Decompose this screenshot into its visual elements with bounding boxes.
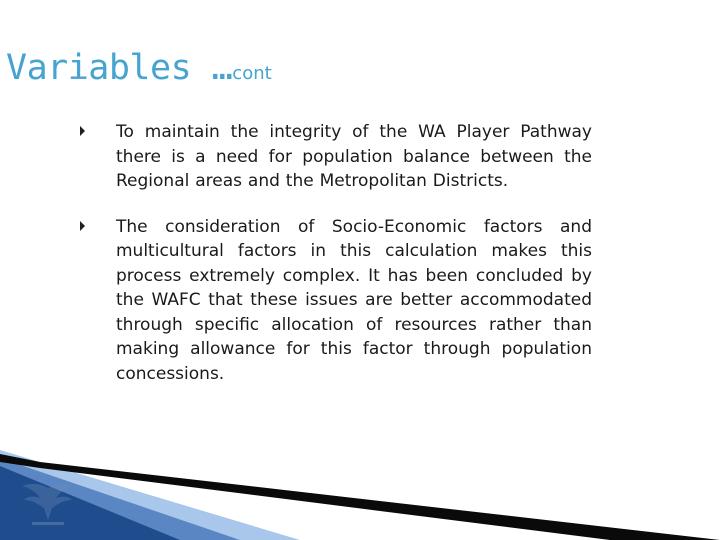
- slide-title-main: Variables …: [6, 48, 233, 88]
- bullet-text: To maintain the integrity of the WA Player Pathway there is a need for population balance between the Regional areas and the Metropolitan Districts.: [116, 122, 592, 191]
- eagle-logo-icon: [18, 478, 78, 530]
- slide-title-suffix: cont: [232, 63, 272, 84]
- bullet-text: The consideration of Socio-Economic factors and multicultural factors in this calculation makes this process extremely complex. It has been concluded by the WAFC that these issues are better accommodated through specific allocation of resources rather than making allowance for this factor through population concessions.: [116, 216, 592, 384]
- triangle-bullet-icon: [80, 221, 85, 231]
- slide-title: [6, 38, 272, 104]
- bullet-list: [80, 120, 592, 407]
- triangle-bullet-icon: [80, 126, 85, 136]
- bullet-item: [80, 120, 592, 194]
- bullet-item: [80, 215, 592, 387]
- footer-wave-decoration: [0, 440, 720, 540]
